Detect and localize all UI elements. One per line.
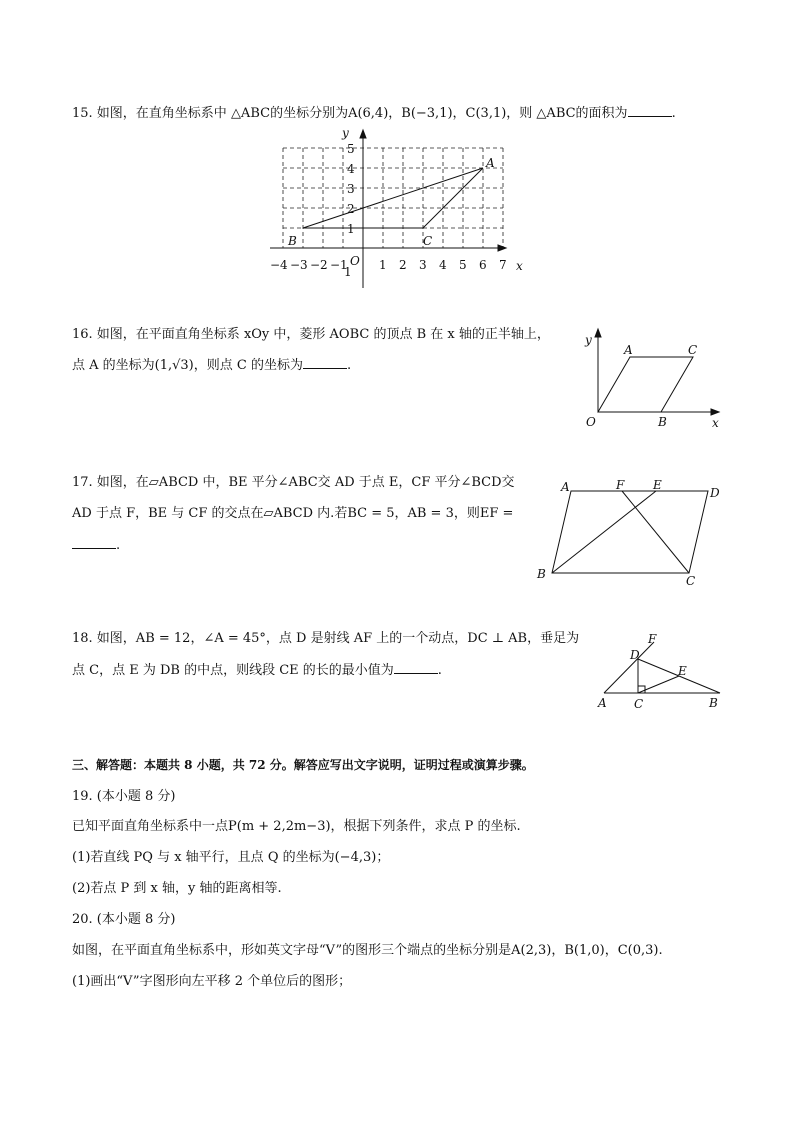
point-d-label: D <box>630 648 640 662</box>
q18-answer-blank <box>394 661 438 674</box>
q20-header: 20. (本小题 8 分) <box>72 912 176 927</box>
x-tick: −2 <box>310 258 328 272</box>
q17-line3: . <box>72 536 120 555</box>
point-b-label: B <box>658 415 667 429</box>
below-origin-label: 1 <box>344 265 352 279</box>
point-c-label: C <box>688 343 698 357</box>
point-a-label: A <box>624 343 633 357</box>
ray-af <box>604 642 654 693</box>
segment-ce <box>638 676 679 693</box>
q15-text: 15. 如图，在直角坐标系中 △ABC的坐标分别为A(6,4)，B(−3,1)，C(3,1)，则 △ABC的面积为 . <box>72 106 676 121</box>
point-c-label: C <box>423 234 433 248</box>
q17-answer-blank <box>72 536 116 549</box>
q15-figure <box>270 128 530 288</box>
x-axis-label: x <box>712 416 719 430</box>
x-tick: 7 <box>499 258 507 272</box>
q19-item2: (2)若点 P 到 x 轴，y 轴的距离相等. <box>72 881 282 896</box>
point-f-label: F <box>616 478 625 492</box>
x-tick: 6 <box>479 258 487 272</box>
q16-coordinate: (1,√3) <box>154 358 194 373</box>
q19-header: 19. (本小题 8 分) <box>72 789 176 804</box>
point-e-label: E <box>678 664 687 678</box>
point-f-label: F <box>648 632 657 646</box>
x-tick: −3 <box>290 258 308 272</box>
point-b-label: B <box>709 696 718 710</box>
x-tick: −1 <box>330 258 348 272</box>
q17-line1: 17. 如图，在▱ABCD 中，BE 平分∠ABC交 AD 于点 E，CF 平分∠BCD交 <box>72 475 515 490</box>
point-a-label: A <box>561 480 570 494</box>
y-axis-label: y <box>342 126 349 140</box>
q16-figure <box>578 328 728 428</box>
y-tick: 3 <box>347 182 355 196</box>
q17-figure <box>534 478 724 588</box>
point-a-label: A <box>598 696 607 710</box>
parallelogram-abcd <box>552 491 708 573</box>
rhombus-aobc <box>598 357 693 412</box>
q20-line1: 如图，在平面直角坐标系中，形如英文字母“V”的图形三个端点的坐标分别是A(2,3)，B(1,0)，C(0,3). <box>72 943 663 958</box>
point-a-label: A <box>486 156 495 170</box>
y-tick: 1 <box>347 222 355 236</box>
q19-line1: 已知平面直角坐标系中一点P(m + 2,2m−3)，根据下列条件，求点 P 的坐标. <box>72 819 521 834</box>
y-axis-label: y <box>585 333 592 347</box>
q18-figure <box>596 632 726 712</box>
point-d-label: D <box>710 486 720 500</box>
q17-line2: AD 于点 F，BE 与 CF 的交点在▱ABCD 内.若BC = 5，AB = 3，则EF = <box>72 506 514 521</box>
x-tick: 2 <box>399 258 407 272</box>
point-e-label: E <box>653 478 662 492</box>
x-tick: 4 <box>439 258 447 272</box>
triangle-abc <box>303 168 483 228</box>
q16-line1: 16. 如图，在平面直角坐标系 xOy 中，菱形 AOBC 的顶点 B 在 x 轴的正半轴上， <box>72 327 550 342</box>
point-b-label: B <box>537 567 546 581</box>
y-tick: 5 <box>347 142 355 156</box>
x-tick: −4 <box>270 258 288 272</box>
segment-be <box>552 491 656 573</box>
x-axis-arrow <box>498 245 506 251</box>
point-c-label: C <box>634 697 644 711</box>
q20-item1: (1)画出“V”字图形向左平移 2 个单位后的图形； <box>72 974 352 989</box>
x-tick: 1 <box>379 258 387 272</box>
point-c-label: C <box>686 574 696 588</box>
x-tick: 3 <box>419 258 427 272</box>
q18-line2: 点 C，点 E 为 DB 的中点，则线段 CE 的长的最小值为 . <box>72 663 442 678</box>
q18-line1: 18. 如图，AB = 12，∠A = 45°，点 D 是射线 AF 上的一个动点，DC ⊥ AB，垂足为 <box>72 631 580 646</box>
point-b-label: B <box>288 234 297 248</box>
q15-answer-blank <box>628 104 672 117</box>
x-tick: 5 <box>459 258 467 272</box>
origin-label: O <box>586 415 596 429</box>
y-axis-arrow <box>360 130 366 138</box>
x-axis-label: x <box>516 259 523 273</box>
y-tick: 4 <box>347 162 355 176</box>
q19-item1: (1)若直线 PQ 与 x 轴平行，且点 Q 的坐标为(−4,3)； <box>72 850 390 865</box>
origin-label: O <box>350 254 360 268</box>
q16-answer-blank <box>303 356 347 369</box>
segment-cf <box>622 491 689 573</box>
y-tick: 2 <box>347 202 355 216</box>
q16-line2: 点 A 的坐标为(1,√3)，则点 C 的坐标为 . <box>72 358 352 373</box>
section-3-heading: 三、解答题：本题共 8 小题，共 72 分。解答应写出文字说明，证明过程或演算步骤。 <box>72 758 534 772</box>
